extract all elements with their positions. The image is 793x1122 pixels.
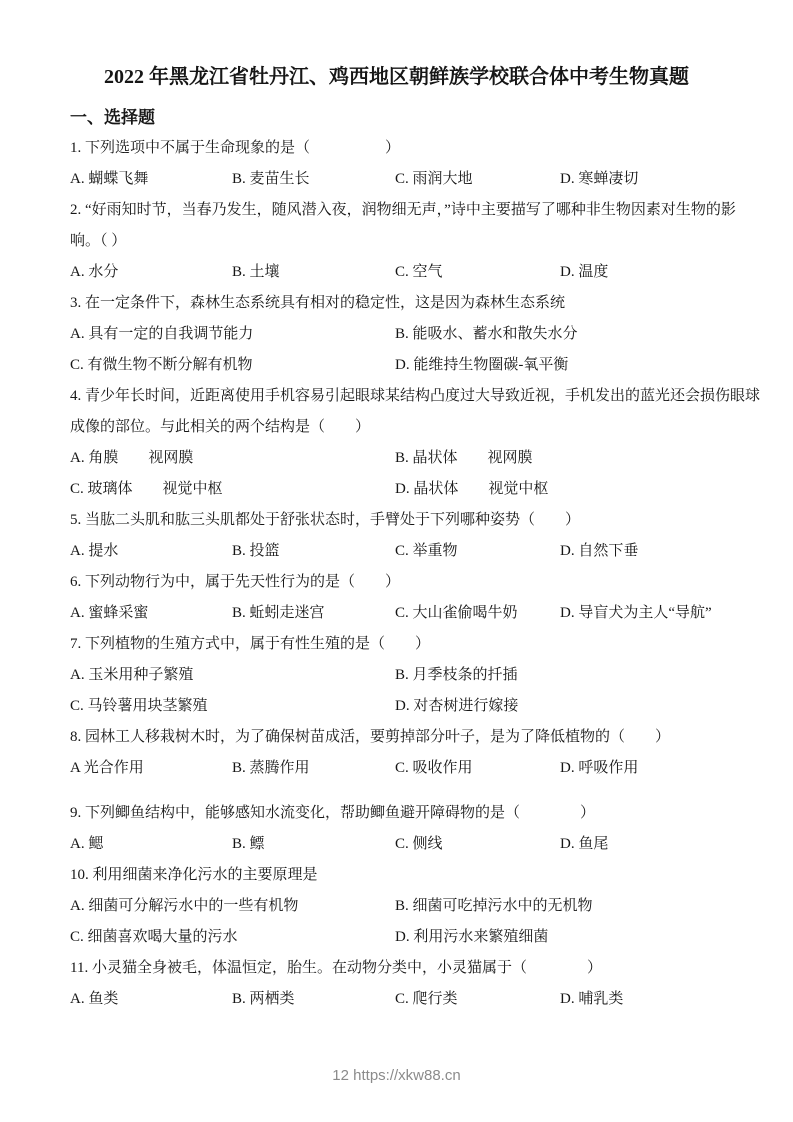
- option-a: A. 蝴蝶飞舞: [70, 171, 149, 187]
- footer-url: https://xkw88.cn: [353, 1067, 461, 1084]
- option-c: C. 雨润大地: [395, 171, 473, 187]
- option-c: C. 马铃薯用块茎繁殖: [70, 698, 208, 714]
- option-a: A. 具有一定的自我调节能力: [70, 326, 254, 342]
- option-b: B. 投篮: [232, 543, 280, 559]
- page-number: 12: [332, 1067, 349, 1084]
- option-c: C. 吸收作用: [395, 760, 473, 776]
- option-b: B. 麦苗生长: [232, 171, 310, 187]
- question-11: [70, 953, 723, 1015]
- options-row: [70, 660, 723, 691]
- option-d: D. 呼吸作用: [560, 760, 639, 776]
- option-b: B. 鳔: [232, 836, 265, 852]
- option-c: C. 爬行类: [395, 991, 458, 1007]
- options-row: [70, 891, 723, 922]
- option-b: B. 月季枝条的扦插: [395, 667, 518, 683]
- option-b: B. 细菌可吃掉污水中的无机物: [395, 898, 593, 914]
- question-stem: 1. 下列选项中不属于生命现象的是（ ）: [70, 140, 401, 156]
- question-stem: 5. 当肱二头肌和肱三头肌都处于舒张状态时，手臂处于下列哪种姿势（ ）: [70, 512, 581, 528]
- option-a: A. 提水: [70, 543, 119, 559]
- options-row: [70, 984, 723, 1015]
- option-c: C. 大山雀偷喝牛奶: [395, 605, 518, 621]
- question-8: [70, 722, 723, 784]
- option-d: D. 鱼尾: [560, 836, 609, 852]
- question-5: [70, 505, 723, 567]
- option-d: D. 自然下垂: [560, 543, 639, 559]
- option-a: A. 水分: [70, 264, 119, 280]
- question-stem: 8. 园林工人移栽树木时，为了确保树苗成活，要剪掉部分叶子，是为了降低植物的（ ）: [70, 729, 671, 745]
- option-d: D. 导盲犬为主人“导航”: [560, 605, 712, 621]
- question-stem: 9. 下列鲫鱼结构中，能够感知水流变化，帮助鲫鱼避开障碍物的是（ ）: [70, 805, 596, 821]
- options-row: [70, 829, 723, 860]
- option-d: D. 利用污水来繁殖细菌: [395, 929, 549, 945]
- option-b: B. 蒸腾作用: [232, 760, 310, 776]
- options-row: [70, 350, 723, 381]
- option-d: D. 对杏树进行嫁接: [395, 698, 519, 714]
- option-c: C. 侧线: [395, 836, 443, 852]
- question-stem: 10. 利用细菌来净化污水的主要原理是: [70, 867, 318, 883]
- question-stem: 11. 小灵猫全身被毛，体温恒定，胎生。在动物分类中，小灵猫属于（ ）: [70, 960, 602, 976]
- option-c: C. 细菌喜欢喝大量的污水: [70, 929, 238, 945]
- option-a: A. 细菌可分解污水中的一些有机物: [70, 898, 299, 914]
- option-a: A. 玉米用种子繁殖: [70, 667, 194, 683]
- option-c: C. 空气: [395, 264, 443, 280]
- options-row: [70, 164, 723, 195]
- options-row: [70, 319, 723, 350]
- options-row: [70, 922, 723, 953]
- option-d: D. 温度: [560, 264, 609, 280]
- option-a: A. 蜜蜂采蜜: [70, 605, 149, 621]
- page-title: 2022 年黑龙江省牡丹江、鸡西地区朝鲜族学校联合体中考生物真题: [104, 66, 689, 88]
- question-9: [70, 798, 723, 860]
- page-footer: [0, 1064, 793, 1088]
- options-row: [70, 753, 723, 784]
- option-b: B. 土壤: [232, 264, 280, 280]
- question-2: [70, 195, 736, 288]
- question-6: [70, 567, 723, 629]
- option-c: C. 举重物: [395, 543, 458, 559]
- question-stem: 3. 在一定条件下，森林生态系统具有相对的稳定性，这是因为森林生态系统: [70, 295, 566, 311]
- options-row: [70, 443, 723, 474]
- question-stem: 4. 青少年长时间，近距离使用手机容易引起眼球某结构凸度过大导致近视，手机发出的蓝光还会损伤眼球: [70, 388, 761, 404]
- question-1: [70, 133, 723, 195]
- option-c: C. 玻璃体 视觉中枢: [70, 481, 223, 497]
- question-4: [70, 381, 761, 505]
- option-b: B. 两栖类: [232, 991, 295, 1007]
- option-d: D. 能维持生物圈碳-氧平衡: [395, 357, 569, 373]
- question-stem-continued: 响。（ ）: [70, 233, 127, 249]
- options-row: [70, 474, 723, 505]
- options-row: [70, 536, 723, 567]
- question-3: [70, 288, 723, 381]
- option-d: D. 晶状体 视觉中枢: [395, 481, 549, 497]
- option-b: B. 能吸水、蓄水和散失水分: [395, 326, 578, 342]
- question-7: [70, 629, 723, 722]
- options-row: [70, 598, 723, 629]
- option-a: A. 鳃: [70, 836, 104, 852]
- section-heading: 一、选择题: [70, 108, 155, 127]
- option-a: A. 鱼类: [70, 991, 119, 1007]
- option-d: D. 哺乳类: [560, 991, 624, 1007]
- option-c: C. 有微生物不断分解有机物: [70, 357, 253, 373]
- option-b: B. 晶状体 视网膜: [395, 450, 533, 466]
- options-row: [70, 691, 723, 722]
- options-row: [70, 257, 723, 288]
- question-stem: 7. 下列植物的生殖方式中，属于有性生殖的是（ ）: [70, 636, 431, 652]
- option-b: B. 蚯蚓走迷宫: [232, 605, 325, 621]
- option-a: A 光合作用: [70, 760, 144, 776]
- question-stem-continued: 成像的部位。与此相关的两个结构是（ ）: [70, 419, 371, 435]
- option-d: D. 寒蝉凄切: [560, 171, 639, 187]
- option-a: A. 角膜 视网膜: [70, 450, 194, 466]
- question-10: [70, 860, 723, 953]
- question-stem: 6. 下列动物行为中，属于先天性行为的是（ ）: [70, 574, 401, 590]
- question-stem: 2. “好雨知时节，当春乃发生，随风潜入夜，润物细无声，”诗中主要描写了哪种非生物因素对生物的影: [70, 202, 736, 218]
